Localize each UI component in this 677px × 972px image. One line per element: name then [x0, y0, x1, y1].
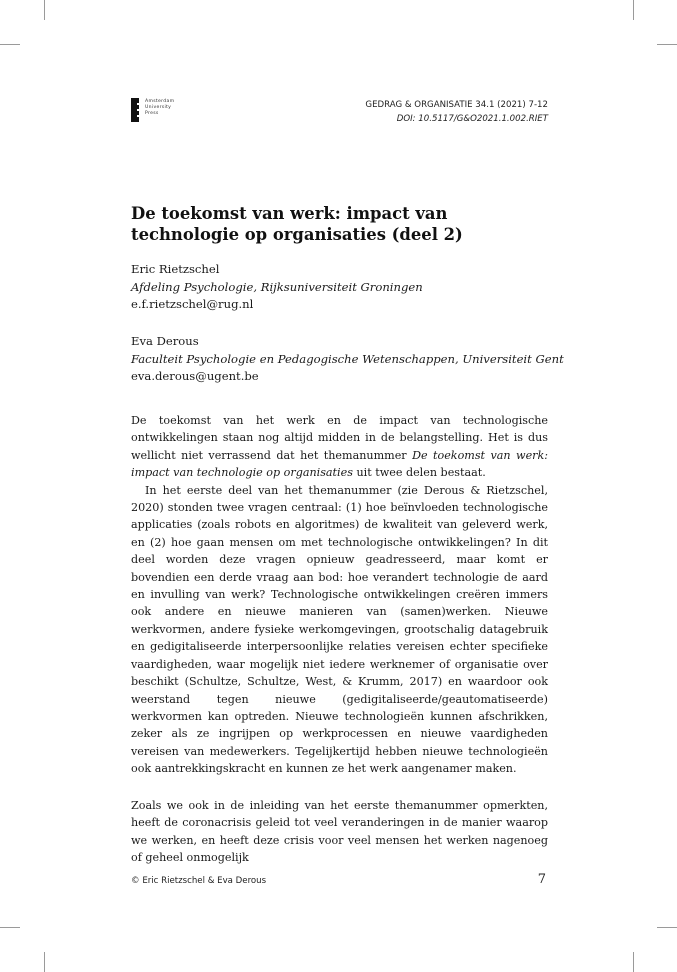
crop-mark	[633, 0, 634, 20]
author-name: Eva Derous	[131, 334, 199, 348]
crop-mark	[44, 952, 45, 972]
body-text	[131, 797, 548, 867]
crop-mark	[0, 927, 20, 928]
publisher-logo	[131, 98, 211, 124]
crop-mark	[633, 952, 634, 972]
publisher-name-line: University	[145, 105, 172, 110]
crop-mark	[657, 927, 677, 928]
text-run: De toekomst van het werk en de impact van technologische ontwikkelingen staan nog altijd midden in de belangstelling. Het is dus wellicht niet verrassend dat het themanummer	[131, 414, 548, 462]
text-run: uit twee delen bestaat.	[352, 466, 486, 480]
author-affiliation: Faculteit Psychologie en Pedagogische Wetenschappen, Universiteit Gent	[131, 351, 564, 366]
author-block	[131, 261, 571, 314]
author-name: Eric Rietzschel	[131, 262, 220, 276]
author-email: eva.derous@ugent.be	[131, 369, 259, 384]
page-number: 7	[537, 872, 546, 887]
logo-notch	[137, 109, 140, 111]
paragraph: In het eerste deel van het themanummer (zie Derous & Rietzschel, 2020) stonden twee vragen centraal: (1) hoe beïnvloeden technologische applicaties (zoals robots en algoritmes) de kwaliteit van geleverd werk, en (2) hoe gaan mensen om met technologische ontwikkelingen? In dit deel worden deze vragen opnieuw geadresseerd, maar komt er bovendien een derde vraag aan bod: hoe verandert technologie de aard en invulling van werk? Technologische ontwikkelingen creëren immers ook andere en nieuwe manieren van (samen)werken. Nieuwe werkvormen, andere fysieke werkomgevingen, grootschalig datagebruik en gedigitaliseerde interpersoonlijke relaties vereisen echter specifieke vaardigheden, waar mogelijk niet iedere werknemer of organisatie over beschikt (Schultze, Schultze, West, & Krumm, 2017) en waardoor ook weerstand tegen nieuwe (gedigitaliseerde/geautomatiseerde) werkvormen kan optreden. Nieuwe technologieën kunnen afschrikken, zeker als ze ingrijpen op werkprocessen en nieuwe vaardigheden vereisen van medewerkers. Tegelijkertijd hebben nieuwe technologieën ook aantrekkingskracht en kunnen ze het werk aangenamer maken.	[131, 483, 548, 776]
logo-notch	[137, 115, 140, 117]
author-affiliation: Afdeling Psychologie, Rijksuniversiteit Groningen	[131, 279, 423, 294]
journal-header	[365, 98, 548, 126]
crop-mark	[44, 0, 45, 20]
emphasis-run: De toekomst van werk: impact van technologie op organisaties	[131, 448, 548, 480]
body-text	[131, 412, 548, 778]
article-title: De toekomst van werk: impact van technologie op organisaties (deel 2)	[131, 204, 463, 244]
crop-mark	[657, 44, 677, 45]
doi: DOI: 10.5117/G&O2021.1.002.RIET	[396, 114, 548, 124]
paragraph	[131, 412, 548, 482]
footer-copyright: © Eric Rietzschel & Eva Derous	[131, 876, 267, 886]
author-email: e.f.rietzschel@rug.nl	[131, 297, 254, 312]
publisher-name	[145, 99, 174, 117]
author-block	[131, 333, 571, 386]
crop-mark	[0, 44, 20, 45]
publisher-name-line: Press	[145, 111, 159, 116]
paragraph: Zoals we ook in de inleiding van het eerste themanummer opmerkten, heeft de coronacrisis geleid tot veel veranderingen in de manier waarop we werken, en heeft deze crisis voor veel mensen het werken nagenoeg of geheel onmogelijk	[131, 799, 548, 865]
journal-citation: GEDRAG & ORGANISATIE 34.1 (2021) 7-12	[365, 100, 548, 110]
logo-notch	[137, 103, 140, 105]
publisher-name-line: Amsterdam	[145, 99, 175, 104]
